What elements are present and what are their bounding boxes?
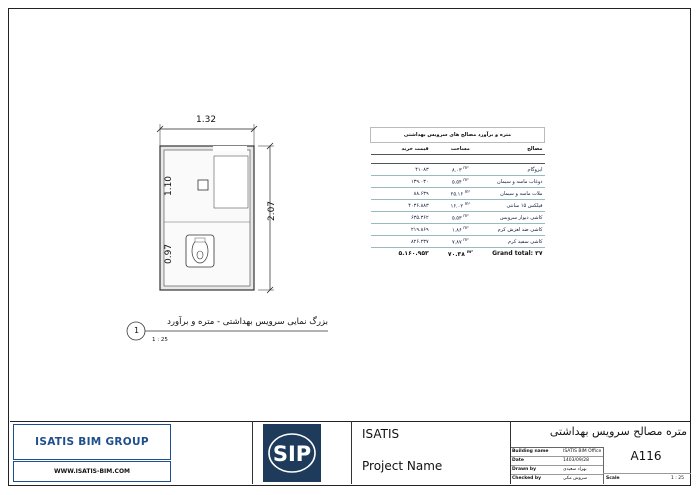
table-row: ۸۸.۶۳۹ ۲۵.۱۶ $^{m^2}$ ملات ماسه و سیمان xyxy=(371,188,545,200)
company-cell xyxy=(13,421,173,484)
scale-value: 1 : 25 xyxy=(671,476,684,481)
table-row: ۱۳۹.۰۳۰ ۵.۵۴ $^{m^2}$ دوغاب ماسه و سیمان xyxy=(371,176,545,188)
sheet-title: متره مصالح سرویس بهداشتی xyxy=(549,425,687,438)
view-title: بزرگ نمایی سرویس بهداشتی - متره و برآورد xyxy=(167,317,328,327)
dim-height: 2.07 xyxy=(267,200,278,222)
field-date: Date 1403/09/28 xyxy=(511,456,603,466)
field-drawn-by: Drawn by بهزاد سعیدی xyxy=(511,465,603,475)
logo-mark: SIP xyxy=(272,442,312,466)
schedule-title: متره و برآورد مصالح های سرویس بهداشتی xyxy=(371,128,545,143)
field-building: Building name ISATIS BIM Office xyxy=(511,447,603,457)
table-row: ۸۲۶.۲۳۷ ۷.۸۷ $^{m^2}$ کاشی سفید کرم xyxy=(371,236,545,248)
table-row: ۶۳۵.۳۶۲ ۵.۵۳ $^{m^2}$ کاشی دیوار سرویس xyxy=(371,212,545,224)
table-row: ۴۰۳۶.۸۸۳ ۱۶.۰۲ $^{m^2}$ فیلکس ۱۵ سانتی xyxy=(371,200,545,212)
title-block xyxy=(10,421,690,484)
logo-cell xyxy=(252,421,352,484)
client-name: ISATIS xyxy=(362,427,400,441)
material-schedule xyxy=(370,127,545,259)
dim-lower: 0.97 xyxy=(164,243,175,265)
header-price: قیمت خرید xyxy=(371,143,431,155)
scale-label: Scale xyxy=(606,476,620,481)
dim-width: 1.32 xyxy=(196,115,217,125)
header-area: مساحت xyxy=(431,143,490,155)
dim-upper: 1.10 xyxy=(164,175,175,197)
brand-logo-icon xyxy=(263,424,321,482)
company-website[interactable]: WWW.ISATIS-BIM.COM xyxy=(53,468,131,475)
total-row: ۵.۱۶۰.۹۵۳ ۷۰.۳۸ $^{m^2}$ Grand total: ۳۷ xyxy=(398,249,543,258)
view-number: 1 xyxy=(133,326,140,335)
view-scale: 1 : 25 xyxy=(152,337,168,343)
table-row: ۲۱۹.۸۶۹ ۱.۸۶ $^{m^2}$ کاشی ضد لغزش کرم xyxy=(371,224,545,236)
company-name: ISATIS BIM GROUP xyxy=(35,436,149,448)
header-material: مصالح xyxy=(490,143,544,155)
project-cell xyxy=(352,421,510,484)
sheet-info-cell xyxy=(510,421,690,484)
sheet-number: A116 xyxy=(630,449,662,463)
field-checked-by: Checked by سروش مکی xyxy=(512,476,587,481)
table-row: ۴۱۰۸۳ ۸.۰۳ $^{m^2}$ ایزوگام xyxy=(371,164,545,176)
project-name: Project Name xyxy=(362,459,443,473)
